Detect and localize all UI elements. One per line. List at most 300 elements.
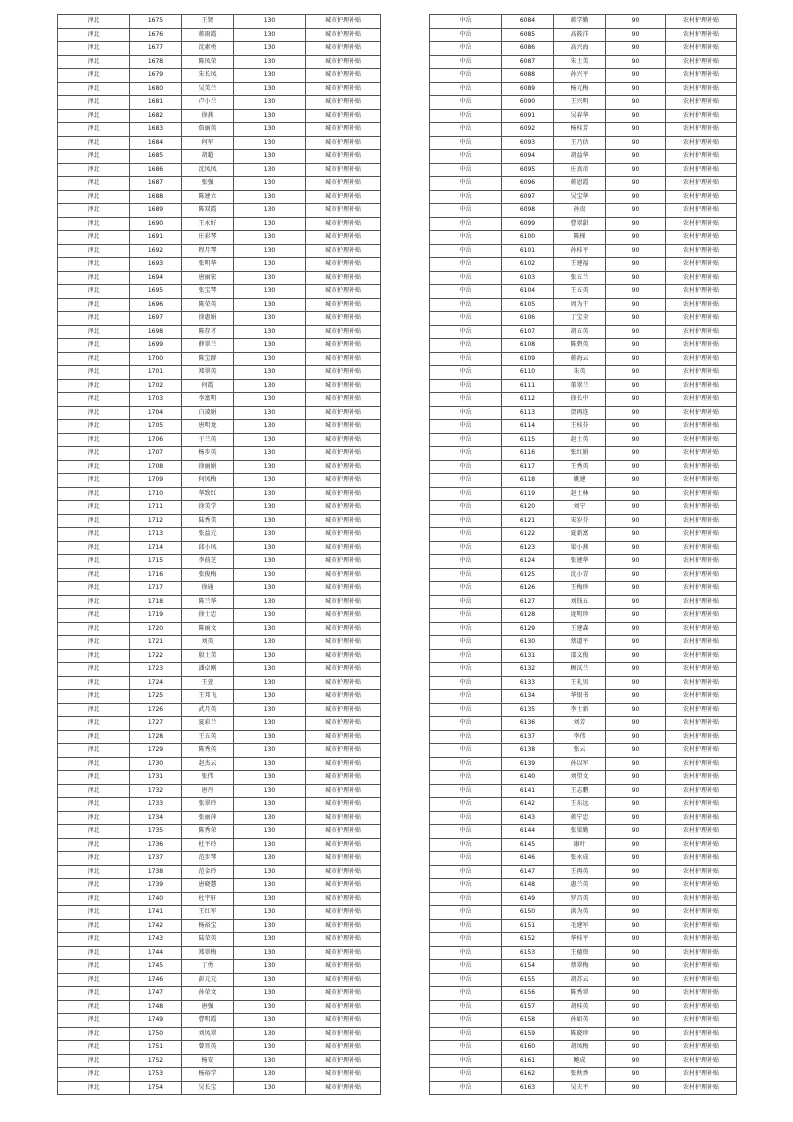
type-cell: 城市护理补贴 xyxy=(306,271,381,285)
name-cell: 白凌娟 xyxy=(182,406,234,420)
id-cell: 6130 xyxy=(502,636,554,650)
name-cell: 沈凤凤 xyxy=(182,163,234,177)
name-cell: 陈存才 xyxy=(182,325,234,339)
name-cell: 庞明珍 xyxy=(554,609,606,623)
region-cell: 泽北 xyxy=(58,352,130,366)
table-row xyxy=(58,298,381,312)
id-cell: 1700 xyxy=(130,352,182,366)
type-cell: 城市护理补贴 xyxy=(306,838,381,852)
table-row xyxy=(430,892,737,906)
table-row xyxy=(430,771,737,785)
table-row xyxy=(430,460,737,474)
region-cell: 泽北 xyxy=(58,55,130,69)
region-cell: 中岳 xyxy=(430,1081,502,1095)
name-cell: 徐美学 xyxy=(182,501,234,515)
amount-cell: 90 xyxy=(606,892,666,906)
id-cell: 1706 xyxy=(130,433,182,447)
amount-cell: 130 xyxy=(234,1014,306,1028)
id-cell: 6098 xyxy=(502,204,554,218)
region-cell: 中岳 xyxy=(430,730,502,744)
amount-cell: 90 xyxy=(606,1027,666,1041)
type-cell: 农村护理补贴 xyxy=(666,123,737,137)
amount-cell: 90 xyxy=(606,690,666,704)
amount-cell: 130 xyxy=(234,163,306,177)
region-cell: 中岳 xyxy=(430,420,502,434)
region-cell: 泽北 xyxy=(58,244,130,258)
id-cell: 6111 xyxy=(502,379,554,393)
table-row xyxy=(430,1014,737,1028)
type-cell: 农村护理补贴 xyxy=(666,919,737,933)
region-cell: 泽北 xyxy=(58,231,130,245)
name-cell: 李士新 xyxy=(554,703,606,717)
id-cell: 1753 xyxy=(130,1068,182,1082)
region-cell: 中岳 xyxy=(430,1014,502,1028)
amount-cell: 130 xyxy=(234,879,306,893)
region-cell: 泽北 xyxy=(58,973,130,987)
type-cell: 农村护理补贴 xyxy=(666,663,737,677)
amount-cell: 130 xyxy=(234,393,306,407)
region-cell: 泽北 xyxy=(58,150,130,164)
name-cell: 徐通 xyxy=(182,582,234,596)
type-cell: 农村护理补贴 xyxy=(666,528,737,542)
table-row xyxy=(430,393,737,407)
region-cell: 泽北 xyxy=(58,379,130,393)
table-row xyxy=(58,717,381,731)
region-cell: 泽北 xyxy=(58,217,130,231)
type-cell: 城市护理补贴 xyxy=(306,1068,381,1082)
type-cell: 农村护理补贴 xyxy=(666,406,737,420)
table-row xyxy=(430,1000,737,1014)
region-cell: 泽北 xyxy=(58,501,130,515)
region-cell: 泽北 xyxy=(58,676,130,690)
table-row xyxy=(58,690,381,704)
id-cell: 1738 xyxy=(130,865,182,879)
region-cell: 中岳 xyxy=(430,690,502,704)
id-cell: 1733 xyxy=(130,798,182,812)
region-cell: 泽北 xyxy=(58,339,130,353)
region-cell: 泽北 xyxy=(58,258,130,272)
type-cell: 农村护理补贴 xyxy=(666,892,737,906)
type-cell: 农村护理补贴 xyxy=(666,906,737,920)
type-cell: 城市护理补贴 xyxy=(306,649,381,663)
table-row xyxy=(58,312,381,326)
id-cell: 6120 xyxy=(502,501,554,515)
id-cell: 1741 xyxy=(130,906,182,920)
name-cell: 何军 xyxy=(182,136,234,150)
region-cell: 中岳 xyxy=(430,960,502,974)
name-cell: 张强 xyxy=(182,177,234,191)
name-cell: 高筱洋 xyxy=(554,28,606,42)
region-cell: 中岳 xyxy=(430,460,502,474)
name-cell: 曾晋英 xyxy=(182,1041,234,1055)
type-cell: 城市护理补贴 xyxy=(306,420,381,434)
table-row xyxy=(58,838,381,852)
name-cell: 陈秀荣 xyxy=(182,825,234,839)
type-cell: 城市护理补贴 xyxy=(306,811,381,825)
id-cell: 1690 xyxy=(130,217,182,231)
type-cell: 城市护理补贴 xyxy=(306,1041,381,1055)
name-cell: 殷士美 xyxy=(182,649,234,663)
id-cell: 6141 xyxy=(502,784,554,798)
region-cell: 中岳 xyxy=(430,946,502,960)
name-cell: 孙以军 xyxy=(554,757,606,771)
amount-cell: 130 xyxy=(234,150,306,164)
type-cell: 城市护理补贴 xyxy=(306,582,381,596)
table-row xyxy=(58,339,381,353)
id-cell: 6118 xyxy=(502,474,554,488)
amount-cell: 130 xyxy=(234,622,306,636)
name-cell: 徐长中 xyxy=(554,393,606,407)
name-cell: 陆秀美 xyxy=(182,514,234,528)
amount-cell: 130 xyxy=(234,568,306,582)
amount-cell: 90 xyxy=(606,55,666,69)
id-cell: 1745 xyxy=(130,960,182,974)
region-cell: 中岳 xyxy=(430,109,502,123)
amount-cell: 90 xyxy=(606,838,666,852)
amount-cell: 90 xyxy=(606,460,666,474)
name-cell: 陈宝群 xyxy=(182,352,234,366)
id-cell: 1714 xyxy=(130,541,182,555)
region-cell: 中岳 xyxy=(430,811,502,825)
region-cell: 泽北 xyxy=(58,771,130,785)
id-cell: 1723 xyxy=(130,663,182,677)
type-cell: 农村护理补贴 xyxy=(666,217,737,231)
type-cell: 农村护理补贴 xyxy=(666,541,737,555)
id-cell: 1742 xyxy=(130,919,182,933)
id-cell: 1682 xyxy=(130,109,182,123)
name-cell: 陈梯 xyxy=(554,231,606,245)
id-cell: 6139 xyxy=(502,757,554,771)
type-cell: 城市护理补贴 xyxy=(306,217,381,231)
region-cell: 泽北 xyxy=(58,555,130,569)
amount-cell: 90 xyxy=(606,163,666,177)
table-row xyxy=(430,501,737,515)
id-cell: 1689 xyxy=(130,204,182,218)
type-cell: 农村护理补贴 xyxy=(666,852,737,866)
table-row xyxy=(430,649,737,663)
type-cell: 农村护理补贴 xyxy=(666,204,737,218)
table-row xyxy=(430,798,737,812)
region-cell: 泽北 xyxy=(58,28,130,42)
name-cell: 杨裕宝 xyxy=(182,919,234,933)
table-row xyxy=(58,163,381,177)
region-cell: 泽北 xyxy=(58,460,130,474)
amount-cell: 130 xyxy=(234,285,306,299)
name-cell: 刘望文 xyxy=(554,771,606,785)
name-cell: 武月英 xyxy=(182,703,234,717)
amount-cell: 90 xyxy=(606,636,666,650)
id-cell: 1727 xyxy=(130,717,182,731)
type-cell: 农村护理补贴 xyxy=(666,82,737,96)
amount-cell: 130 xyxy=(234,865,306,879)
amount-cell: 130 xyxy=(234,1041,306,1055)
name-cell: 庄彩琴 xyxy=(182,231,234,245)
amount-cell: 90 xyxy=(606,1000,666,1014)
amount-cell: 90 xyxy=(606,541,666,555)
right-table-body xyxy=(430,15,737,1095)
table-row xyxy=(430,622,737,636)
name-cell: 蔡道平 xyxy=(554,636,606,650)
region-cell: 泽北 xyxy=(58,649,130,663)
amount-cell: 130 xyxy=(234,325,306,339)
type-cell: 农村护理补贴 xyxy=(666,177,737,191)
table-row xyxy=(58,285,381,299)
name-cell: 吴长宝 xyxy=(182,1081,234,1095)
amount-cell: 90 xyxy=(606,906,666,920)
name-cell: 薛翠兰 xyxy=(182,339,234,353)
type-cell: 农村护理补贴 xyxy=(666,744,737,758)
table-row xyxy=(430,811,737,825)
amount-cell: 130 xyxy=(234,406,306,420)
amount-cell: 130 xyxy=(234,514,306,528)
id-cell: 1754 xyxy=(130,1081,182,1095)
name-cell: 程月琴 xyxy=(182,244,234,258)
name-cell: 蒋学勤 xyxy=(554,15,606,29)
id-cell: 6135 xyxy=(502,703,554,717)
amount-cell: 130 xyxy=(234,960,306,974)
table-row xyxy=(58,622,381,636)
id-cell: 1677 xyxy=(130,42,182,56)
region-cell: 泽北 xyxy=(58,703,130,717)
amount-cell: 90 xyxy=(606,447,666,461)
table-row xyxy=(58,582,381,596)
region-cell: 中岳 xyxy=(430,69,502,83)
table-row xyxy=(58,757,381,771)
name-cell: 王德资 xyxy=(554,946,606,960)
table-row xyxy=(58,825,381,839)
table-row xyxy=(430,298,737,312)
type-cell: 农村护理补贴 xyxy=(666,501,737,515)
table-row xyxy=(430,217,737,231)
name-cell: 唐丹 xyxy=(182,784,234,798)
table-row xyxy=(430,1054,737,1068)
region-cell: 泽北 xyxy=(58,946,130,960)
type-cell: 城市护理补贴 xyxy=(306,609,381,623)
id-cell: 1676 xyxy=(130,28,182,42)
amount-cell: 90 xyxy=(606,663,666,677)
type-cell: 城市护理补贴 xyxy=(306,366,381,380)
id-cell: 6117 xyxy=(502,460,554,474)
type-cell: 农村护理补贴 xyxy=(666,163,737,177)
region-cell: 中岳 xyxy=(430,1027,502,1041)
region-cell: 中岳 xyxy=(430,163,502,177)
name-cell: 于兰英 xyxy=(182,433,234,447)
name-cell: 范步琴 xyxy=(182,852,234,866)
amount-cell: 130 xyxy=(234,177,306,191)
amount-cell: 90 xyxy=(606,703,666,717)
id-cell: 1737 xyxy=(130,852,182,866)
table-row xyxy=(58,595,381,609)
id-cell: 1740 xyxy=(130,892,182,906)
amount-cell: 130 xyxy=(234,906,306,920)
id-cell: 1696 xyxy=(130,298,182,312)
amount-cell: 130 xyxy=(234,798,306,812)
type-cell: 城市护理补贴 xyxy=(306,474,381,488)
id-cell: 6136 xyxy=(502,717,554,731)
type-cell: 农村护理补贴 xyxy=(666,96,737,110)
type-cell: 城市护理补贴 xyxy=(306,352,381,366)
table-row xyxy=(58,177,381,191)
id-cell: 6119 xyxy=(502,487,554,501)
amount-cell: 130 xyxy=(234,244,306,258)
amount-cell: 130 xyxy=(234,676,306,690)
region-cell: 中岳 xyxy=(430,717,502,731)
amount-cell: 90 xyxy=(606,757,666,771)
region-cell: 中岳 xyxy=(430,879,502,893)
amount-cell: 90 xyxy=(606,312,666,326)
name-cell: 杨元梅 xyxy=(554,82,606,96)
id-cell: 1734 xyxy=(130,811,182,825)
name-cell: 沈素勇 xyxy=(182,42,234,56)
name-cell: 曹明霞 xyxy=(182,1014,234,1028)
id-cell: 1730 xyxy=(130,757,182,771)
type-cell: 农村护理补贴 xyxy=(666,150,737,164)
id-cell: 6149 xyxy=(502,892,554,906)
type-cell: 农村护理补贴 xyxy=(666,987,737,1001)
amount-cell: 130 xyxy=(234,649,306,663)
region-cell: 中岳 xyxy=(430,96,502,110)
region-cell: 泽北 xyxy=(58,447,130,461)
region-cell: 泽北 xyxy=(58,595,130,609)
region-cell: 泽北 xyxy=(58,433,130,447)
type-cell: 城市护理补贴 xyxy=(306,514,381,528)
id-cell: 6088 xyxy=(502,69,554,83)
table-row xyxy=(430,582,737,596)
type-cell: 城市护理补贴 xyxy=(306,973,381,987)
id-cell: 6123 xyxy=(502,541,554,555)
id-cell: 6087 xyxy=(502,55,554,69)
type-cell: 城市护理补贴 xyxy=(306,568,381,582)
id-cell: 6093 xyxy=(502,136,554,150)
region-cell: 中岳 xyxy=(430,825,502,839)
amount-cell: 90 xyxy=(606,555,666,569)
region-cell: 泽北 xyxy=(58,1014,130,1028)
type-cell: 农村护理补贴 xyxy=(666,730,737,744)
name-cell: 张秋香 xyxy=(554,1068,606,1082)
id-cell: 6092 xyxy=(502,123,554,137)
region-cell: 泽北 xyxy=(58,960,130,974)
name-cell: 张明华 xyxy=(182,258,234,272)
region-cell: 泽北 xyxy=(58,325,130,339)
amount-cell: 90 xyxy=(606,325,666,339)
type-cell: 农村护理补贴 xyxy=(666,771,737,785)
amount-cell: 130 xyxy=(234,717,306,731)
amount-cell: 90 xyxy=(606,258,666,272)
name-cell: 陈荣英 xyxy=(182,298,234,312)
region-cell: 泽北 xyxy=(58,865,130,879)
type-cell: 农村护理补贴 xyxy=(666,460,737,474)
region-cell: 中岳 xyxy=(430,852,502,866)
id-cell: 6143 xyxy=(502,811,554,825)
type-cell: 城市护理补贴 xyxy=(306,433,381,447)
id-cell: 6102 xyxy=(502,258,554,272)
name-cell: 蔡翠梅 xyxy=(554,960,606,974)
table-row xyxy=(58,811,381,825)
region-cell: 泽北 xyxy=(58,636,130,650)
table-row xyxy=(430,352,737,366)
amount-cell: 90 xyxy=(606,28,666,42)
amount-cell: 130 xyxy=(234,474,306,488)
id-cell: 1735 xyxy=(130,825,182,839)
table-row xyxy=(58,933,381,947)
type-cell: 农村护理补贴 xyxy=(666,649,737,663)
name-cell: 徐燕 xyxy=(182,109,234,123)
region-cell: 泽北 xyxy=(58,919,130,933)
amount-cell: 90 xyxy=(606,96,666,110)
amount-cell: 130 xyxy=(234,15,306,29)
table-row xyxy=(58,109,381,123)
region-cell: 泽北 xyxy=(58,136,130,150)
table-row xyxy=(430,244,737,258)
region-cell: 泽北 xyxy=(58,487,130,501)
region-cell: 中岳 xyxy=(430,582,502,596)
name-cell: 张翠玲 xyxy=(182,798,234,812)
id-cell: 1710 xyxy=(130,487,182,501)
type-cell: 城市护理补贴 xyxy=(306,960,381,974)
amount-cell: 130 xyxy=(234,595,306,609)
type-cell: 农村护理补贴 xyxy=(666,811,737,825)
amount-cell: 130 xyxy=(234,501,306,515)
table-row xyxy=(430,1027,737,1041)
region-cell: 泽北 xyxy=(58,690,130,704)
table-row xyxy=(430,690,737,704)
amount-cell: 90 xyxy=(606,123,666,137)
name-cell: 吴美兰 xyxy=(182,82,234,96)
table-row xyxy=(58,771,381,785)
region-cell: 中岳 xyxy=(430,204,502,218)
amount-cell: 90 xyxy=(606,190,666,204)
name-cell: 贺再连 xyxy=(554,406,606,420)
region-cell: 泽北 xyxy=(58,42,130,56)
id-cell: 1712 xyxy=(130,514,182,528)
amount-cell: 90 xyxy=(606,177,666,191)
amount-cell: 90 xyxy=(606,852,666,866)
type-cell: 城市护理补贴 xyxy=(306,933,381,947)
type-cell: 农村护理补贴 xyxy=(666,798,737,812)
name-cell: 庄真帝 xyxy=(554,163,606,177)
id-cell: 1681 xyxy=(130,96,182,110)
table-row xyxy=(58,433,381,447)
name-cell: 刘钱五 xyxy=(554,595,606,609)
id-cell: 6109 xyxy=(502,352,554,366)
name-cell: 唐晓慧 xyxy=(182,879,234,893)
table-row xyxy=(430,838,737,852)
amount-cell: 130 xyxy=(234,528,306,542)
type-cell: 城市护理补贴 xyxy=(306,784,381,798)
type-cell: 农村护理补贴 xyxy=(666,514,737,528)
amount-cell: 130 xyxy=(234,946,306,960)
table-row xyxy=(430,784,737,798)
name-cell: 康叶 xyxy=(554,838,606,852)
name-cell: 丁勇 xyxy=(182,960,234,974)
amount-cell: 130 xyxy=(234,55,306,69)
region-cell: 中岳 xyxy=(430,150,502,164)
right-subsidy-table xyxy=(429,14,737,1095)
type-cell: 城市护理补贴 xyxy=(306,96,381,110)
amount-cell: 90 xyxy=(606,244,666,258)
name-cell: 张永成 xyxy=(554,852,606,866)
type-cell: 城市护理补贴 xyxy=(306,487,381,501)
id-cell: 6144 xyxy=(502,825,554,839)
amount-cell: 90 xyxy=(606,298,666,312)
type-cell: 城市护理补贴 xyxy=(306,204,381,218)
name-cell: 蒋恩霞 xyxy=(554,177,606,191)
name-cell: 何凤梅 xyxy=(182,474,234,488)
name-cell: 张建华 xyxy=(554,555,606,569)
name-cell: 唐明龙 xyxy=(182,420,234,434)
id-cell: 1702 xyxy=(130,379,182,393)
region-cell: 泽北 xyxy=(58,15,130,29)
